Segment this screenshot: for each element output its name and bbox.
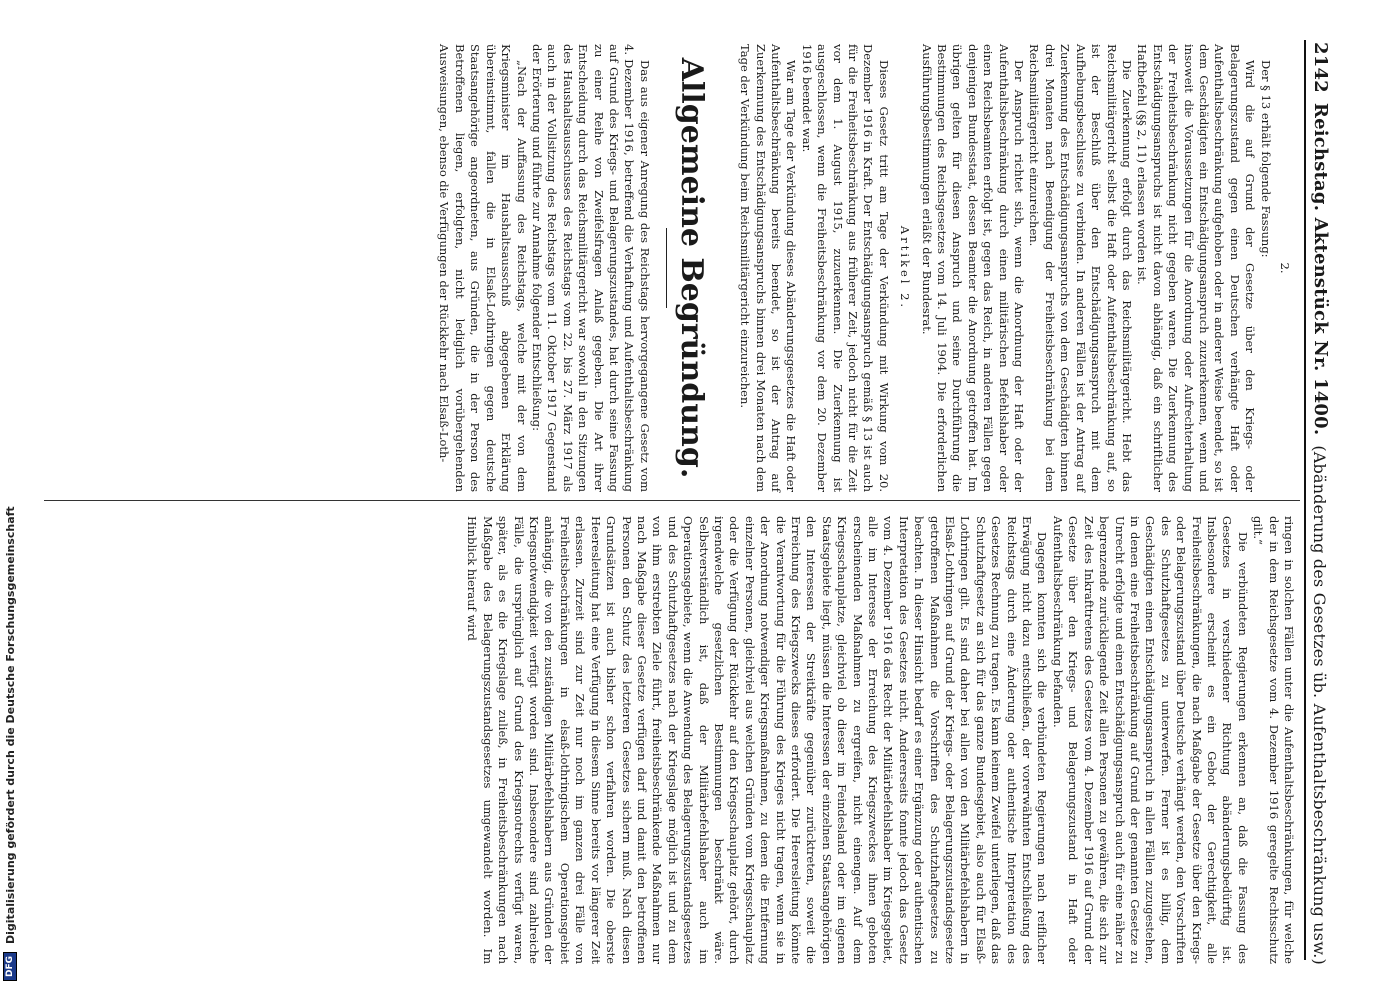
section-title: Allgemeine Begründung. bbox=[673, 57, 709, 479]
column-divider bbox=[44, 500, 1300, 501]
header-rule bbox=[1304, 40, 1306, 960]
paragraph: Dagegen konnten sich die verbündeten Regierungen nach reiflicher Erwägung nicht dazu entschließen, der vorerwähnten Entschließung des Reichstags durch eine Änderung oder authentische Interpretation des Gesetzes Rechnung zu tragen. Es kann keinem Zweifel unterliegen, daß das Schutzhaftgesetz an sich für das ganze Bundesgebiet, also auch für Elsaß-Lothringen gilt. Es sind daher bei allen von den Militärbefehlshabern in Elsaß-Lothringen auf Grund der Kriegs- oder Belagerungszustandsgesetze getroffenen Maßnahmen die Vorschriften des Schutzhaftgesetzes zu beachten. In dieser Hinsicht bedarf es einer Ergänzung oder authentischen Interpretation des Gesetzes nicht. Andererseits fonnte jedoch das Gesetz vom 4. Dezember 1916 das Recht der Militärbefehlshaber im Kriegsgebiet, alle im Interesse der Erreichung des Kriegszweckes ihnen geboten erscheinenden Maßnahmen zu ergreifen, nicht einengen. Auf dem Kriegsschauplatze, gleichviel ob dieser im Feindesland oder im eigenen Staatsgebiete liegt, müssen die Interessen der einzelnen Staatsangehörigen den Interessen der Streitkräfte gegenüber zurücktreten, soweit die Erreichung des Kriegszwecks dieses erfordert. Die Heeresleitung könnte die Verantwortung für die Führung des Krieges nicht tragen, wenn sie in der Anordnung notwendiger Kriegsmaßnahmen, zu denen die Entfernung einzelner Personen, gleichviel aus welchen Gründen vom Kriegsschauplatz oder die Verfügung der Rückkehr auf den Kriegsschauplatz gehört, durch irgendwelche gesetzlichen Bestimmungen beschränkt wäre. Selbstverständlich ist, daß der Militärbefehlshaber auch im Operationsgebiete, wenn die Anwendung des Belagerungszustandsgesetzes und des Schutzhaftgesetzes nach der Kriegslage möglich ist und zu dem von ihm erstrebten Ziele führt, freiheitsbeschränkende Maßnahmen nur nach Maßgabe dieser Gesetze verfügen darf und damit den betroffenen Personen den Schutz des letzteren Gesetzes sichern muß. Nach diesen Grundsätzen ist auch bisher schon verfahren worden. Die oberste Heeresleitung hat eine Verfügung in diesem Sinne bereits vor längerer Zeit erlassen. Zurzeit sind zur Zeit nur noch im ganzen drei Fälle von Freiheitsbeschränkungen in elsaß-lothringischem Operationsgebiet anhängig, die von den zuständigen Militärbefehlshabern aus Gründen der Kriegsnotwendigkeit verfügt worden sind. Insbesondere sind zahlreiche Fälle, die ursprünglich auf Grund des Kriegsnotrechts verfügt waren, später, als es die Kriegslage zuließ, in Freiheitsbeschränkungen nach Maßgabe des Belagerungszustandsgesetzes umgewandelt worden. Im Hinblick hierauf wird bbox=[465, 516, 1050, 964]
page-subtitle: (Abänderung des Gesetzes üb. Aufenthaltsbeschränkung usw.) bbox=[1310, 445, 1329, 965]
paragraph: Wird die auf Grund der Gesetze über den Kriegs- oder Belagerungszustand gegen einen Deutschen verhängte Haft oder Aufenthaltsbeschränkung aufgehoben oder in anderer Weise beendet, so ist dem Geschädigten ein Entschädigungsanspruch zuzuerkennen, wenn und insoweit die Voraussetzungen für die Anordnung oder Aufrechterhaltung der Freiheitsbeschränkung nicht gegeben waren. Die Zuerkennung des Entschädigungsanspruchs ist nicht davon abhängig, daß ein schriftlicher Haftbefehl (§§ 2, 11) erlassen worden ist. bbox=[1135, 44, 1258, 492]
digitization-credit bbox=[0, 21, 21, 981]
page-number: 2142 bbox=[1310, 42, 1331, 93]
page-title: Reichstag. Aktenstück Nr. 1400. bbox=[1310, 102, 1331, 436]
item-number: 2. bbox=[1278, 262, 1292, 274]
left-column bbox=[436, 44, 1296, 492]
credit-text: Digitalisierung gefördert durch die Deutsche Forschungsgemeinschaft bbox=[3, 506, 17, 944]
document-page bbox=[32, 20, 1352, 980]
paragraph: Die verbündeten Regierungen erkennen an, daß die Fassung des Gesetzes in verschiedener Richtung abänderungsbedürftig ist. Insbesondere erscheint es ein Gebot der Gerechtigkeit, alle Freiheitsbeschränkungen, die nach Maßgabe der Gesetze über den Kriegs- oder Belagerungszustand über Deutsche verhängt werden, den Vorschriften des Schutzhaftgesetzes zu unterwerfen. Ferner ist es billig, dem Geschädigten einen Entschädigungsanspruch in allen Fällen zuzugestehen, in denen eine Freiheitsbeschränkung auf Grund der genannten Gesetze zu Unrecht erfolgte und einen Entschädigungsanspruch auch für eine näher zu begrenzende zurückliegende Zeit allen Personen zu gewähren, die sich zur Zeit des Inkrafttretens des Gesetzes vom 4. Dezember 1916 auf Grund der Gesetze über den Kriegs- und Belagerungszustand in Haft oder Aufenthaltsbeschränkung befanden. bbox=[1050, 516, 1250, 964]
paragraph: Der Anspruch richtet sich, wenn die Anordnung der Haft oder der Aufenthaltsbeschränkung durch einen militärischen Befehlshaber oder einen Reichsbeamten erfolgt ist, gegen das Reich, in anderen Fällen gegen denjenigen Bundesstaat, dessen Beamter die Anordnung getroffen hat. Im übrigen gelten für diesen Anspruch und seine Durchführung die Bestimmungen des Reichsgesetzes vom 14. Juli 1904. Die erforderlichen Ausführungsbestimmungen erläßt der Bundesrat. bbox=[919, 44, 1027, 492]
artikel-heading: Artikel 2. bbox=[898, 225, 913, 311]
paragraph: Dieses Gesetz tritt am Tage der Verkündung mit Wirkung vom 20. Dezember 1916 in Kraft. Der Entschädigungsanspruch gemäß § 13 ist auch für die Freiheitsbeschränkung aus früherer Zeit, jedoch nicht für die Zeit vor dem 1. August 1915, zuzuerkennen. Die Zuerkennung ist ausgeschlossen, wenn die Freiheitsbeschränkung vor dem 20. Dezember 1916 beendet war. bbox=[799, 44, 891, 492]
paragraph: Das aus eigener Anregung des Reichstags hervorgegangene Gesetz vom 4. Dezember 1916, betreffend die Verhaftung und Aufenthaltsbeschränkung auf Grund des Kriegs- und Belagerungszustandes, hat durch seine Fassung zu einer Reihe von Zweifelsfragen Anlaß gegeben. Die Art ihrer Entscheidung durch das Reichsmilitärgericht war sowohl in den Sitzungen des Haushaltsausschusses des Reichstags vom 22. bis 27. März 1917 als auch in der Vollsitzung des Reichstags vom 11. Oktober 1917 Gegenstand der Erörterung und führte zur Annahme folgender Entschließung: bbox=[529, 44, 652, 492]
paragraph: Der § 13 erhält folgende Fassung: bbox=[1258, 60, 1273, 258]
paragraph: „Nach der Auffassung des Reichstags, welche mit der von dem Kriegsminister im Haushaltsausschuß abgegebenen Erklärung übereinstimmt, fallen die in Elsaß-Lothringen gegen deutsche Staatsangehörige angeordneten, aus Gründen, die in der Person des Betroffenen liegen, erfolgten, nicht lediglich vorübergehenden Ausweisungen, ebenso die Verfügungen der Rückkehr nach Elsaß-Loth- bbox=[437, 44, 529, 492]
paragraph: ringen in solchen Fällen unter die Aufenthaltsbeschränkungen, für welche der in dem Reichsgesetze vom 4. Dezember 1916 geregelte Rechtsschutz gilt.“ bbox=[1251, 516, 1296, 964]
section-rule bbox=[666, 228, 667, 308]
right-column bbox=[464, 516, 1296, 964]
dfg-logo: DFG bbox=[3, 952, 17, 981]
paragraph: War am Tage der Verkündung dieses Abänderungsgesetzes die Haft oder Aufenthaltsbeschränkung bereits beendet, so ist der Antrag auf Zuerkennung des Entschädigungsanspruchs binnen drei Monaten nach dem Tage der Verkündung beim Reichsmilitärgericht einzureichen. bbox=[738, 44, 799, 492]
paragraph: Die Zuerkennung erfolgt durch das Reichsmilitärgericht. Hebt das Reichsmilitärgericht selbst die Haft oder Aufenthaltsbeschränkung auf, so ist der Beschluß über den Entschädigungsanspruch mit dem Aufhebungsbeschlusse zu verbinden. In anderen Fällen ist der Antrag auf Zuerkennung des Entschädigungsanspruchs von dem Geschädigten binnen drei Monaten nach Beendigung der Freiheitsbeschränkung bei dem Reichsmilitärgericht einzureichen. bbox=[1027, 44, 1134, 492]
page-header bbox=[1310, 42, 1344, 965]
